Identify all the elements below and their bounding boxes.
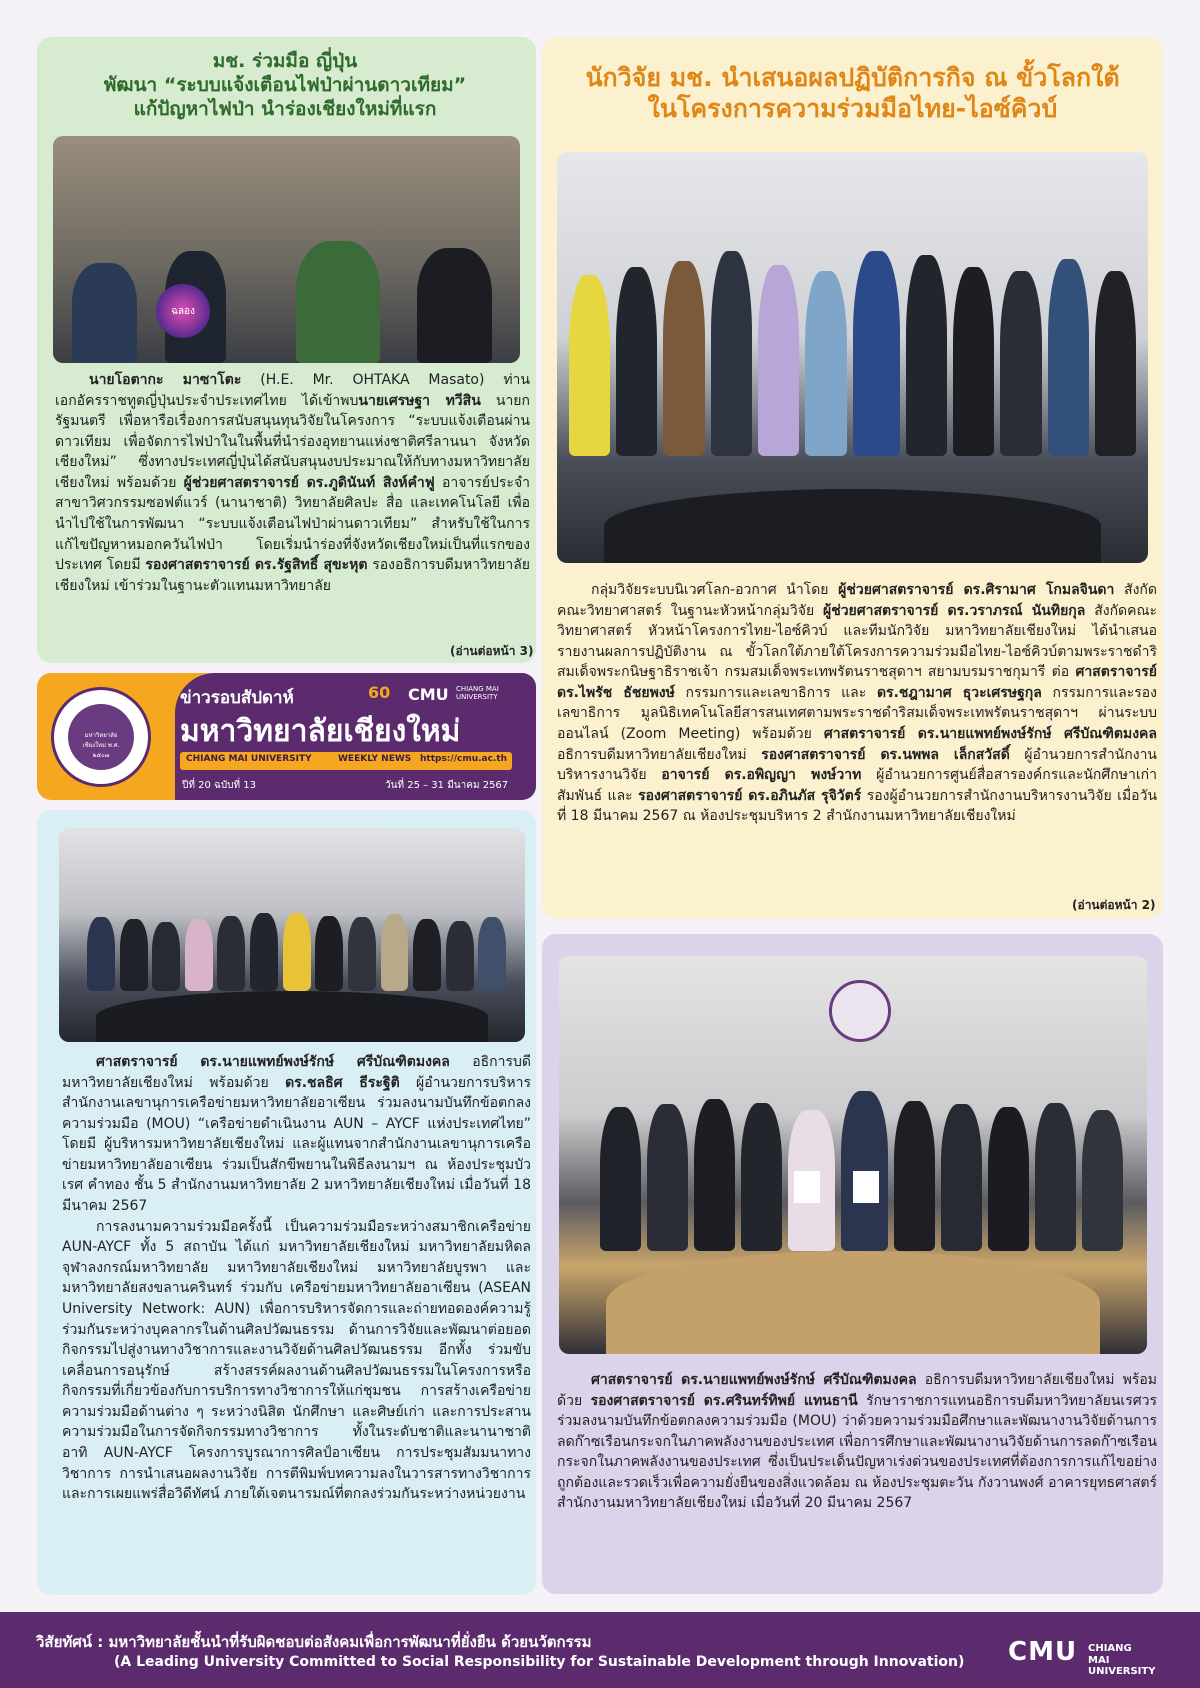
university-seal-icon (829, 980, 891, 1042)
bar-weekly-news: WEEKLY NEWS (338, 754, 412, 764)
article-3-paragraph: การลงนามความร่วมมือครั้งนี้ เป็นความร่วมมือระหว่างสมาชิกเครือข่าย AUN-AYCF ทั้ง 5 สถาบัน ได้แก่ มหาวิทยาลัยเชียงใหม่ มหาวิทยาลัยมหิดล จุฬาลงกรณ์มหาวิทยาลัย มหาวิทยาลัยเชียงใหม่ มหาวิทยาลัยบูรพา และมหาวิทยาลัยสงขลานครินทร์ ร่วมกับ เครือข่ายมหาวิทยาลัยอาเซียน (ASEAN University Network: AUN) เพื่อการบริหารจัดการและถ่ายทอดองค์ความรู้ร่วมกันระหว่างบุคลากรในด้านศิลปวัฒนธรรม ด้านการวิจัยและพัฒนาต่อยอดกิจกรรมไปสู่งานทางวิชาการและงานวิจัยด้านศิลปวัฒนธรรม อีกทั้ง ร่วมขับเคลื่อนการอนุรักษ์ สร้างสรรค์ผลงานด้านศิลปวัฒนธรรมในโครงการหรือกิจกรรมที่เกี่ยวข้องกับการบริการทางวิชาการให้แก่ชุมชน การสร้างเครือข่ายความร่วมมือด้านต่าง ๆ ระหว่างนิสิต นักศึกษา และศิษย์เก่า และการประสานความร่วมมือในการจัดกิจกรรมทางวิชาการ ทั้งในระดับชาติและนานาชาติ อาทิ AUN-AYCF โครงการบูรณาการศิลป์อาเซียน การประชุมสัมมนาทางวิชาการ การนำเสนอผลงานวิจัย การตีพิมพ์บทความลงในวารสารทางวิชาการ และการเผยแพร่สื่อวิดีทัศน์ ภายใต้เจตนารมณ์ที่ตกลงร่วมกันระหว่างหน่วยงาน (62, 1218, 531, 1503)
footer-vision-en: (A Leading University Committed to Social Responsibility for Sustainable Development through Innovation) (114, 1654, 965, 1670)
logo-subtext: CHIANG MAI UNIVERSITY (456, 685, 499, 701)
headline-line: มช. ร่วมมือ ญี่ปุ่น (212, 50, 358, 72)
article-1-headline (50, 50, 520, 121)
article-1-body: นายโอตากะ มาซาโตะ (H.E. Mr. OHTAKA Masato) ท่านเอกอัครราชทูตญี่ปุ่นประจำประเทศไทย ได้เข้าพบนายเศรษฐา ทวีสิน นายกรัฐมนตรี เพื่อหารือเรื่องการสนับสนุนทุนวิจัยในโครงการ “ระบบแจ้งเตือนผ่านดาวเทียม เพื่อจัดการไฟป่าในในพื้นที่นำร่องอุทยานแห่งชาติศรีลานนา จังหวัดเชียงใหม่” ซึ่งทางประเทศญี่ปุ่นได้สนับสนุนงบประมาณให้กับทางมหาวิทยาลัยเชียงใหม่ พร้อมด้วย ผู้ช่วยศาสตราจารย์ ดร.ภูดินันท์ สิงห์คำฟู อาจารย์ประจำสาขาวิศวกรรมซอฟต์แวร์ (นานาชาติ) วิทยาลัยศิลปะ สื่อ และเทคโนโลยี เพื่อนำไปใช้ในการพัฒนา “ระบบแจ้งเตือนไฟป่าผ่านดาวเทียม” สำหรับใช้ในการแก้ไขปัญหาหมอกควันไฟป่า โดยเริ่มนำร่องที่จังหวัดเชียงใหม่เป็นที่แรกของประเทศ โดยมี รองศาสตราจารย์ ดร.รัฐสิทธิ์ สุขะหุต รองอธิการบดีมหาวิทยาลัยเชียงใหม่ เข้าร่วมในฐานะตัวแทนมหาวิทยาลัย (55, 372, 531, 594)
read-more-link[interactable]: (อ่านต่อหน้า 2) (1072, 898, 1156, 912)
bar-university: CHIANG MAI UNIVERSITY (186, 754, 312, 764)
seal-text: มหาวิทยาลัยเชียงใหม่ พ.ศ. ๒๕๐๗ (82, 732, 120, 759)
logo-60: 60 (368, 683, 391, 702)
cmu-logo-text: CMU (1008, 1637, 1078, 1667)
article-1-photo (53, 136, 520, 363)
laptop-logo-icon: ฉลอง (156, 284, 210, 338)
masthead-title: มหาวิทยาลัยเชียงใหม่ (180, 714, 461, 749)
cmu-logo-subtext: CHIANG MAI UNIVERSITY (1088, 1643, 1156, 1677)
headline-line: พัฒนา “ระบบแจ้งเตือนไฟป่าผ่านดาวเทียม” (103, 73, 467, 96)
masthead-info-bar (180, 752, 512, 770)
article-2-photo (557, 152, 1148, 563)
headline-line: แก้ปัญหาไฟป่า นำร่องเชียงใหม่ที่แรก (133, 97, 437, 120)
cmu-60-logo (368, 683, 516, 709)
article-3-body (62, 1052, 531, 1505)
bar-url-link[interactable]: https://cmu.ac.th (420, 754, 508, 764)
masthead-subtitle: ข่าวรอบสัปดาห์ (180, 688, 294, 708)
headline-line: ในโครงการความร่วมมือไทย-ไอซ์คิวบ์ (647, 94, 1058, 124)
article-4-body: ศาสตราจารย์ ดร.นายแพทย์พงษ์รักษ์ ศรีบัณฑิตมงคล อธิการบดีมหาวิทยาลัยเชียงใหม่ พร้อมด้วย รองศาสตราจารย์ ดร.ศรินทร์ทิพย์ แทนธานี รักษาราชการแทนอธิการบดีมหาวิทยาลัยนเรศวร ร่วมลงนามบันทึกข้อตกลงความร่วมมือ (MOU) ว่าด้วยความร่วมมือศึกษาและพัฒนางานวิจัยด้านการลดก๊าซเรือนกระจกในภาคพลังงานของประเทศ เพื่อการศึกษาและพัฒนางานวิจัยด้านการลดก๊าซเรือนกระจกในภาคพลังงานของประเทศ ซึ่งเป็นประเด็นปัญหาเร่งด่วนของประเทศที่ต้องการการแก้ไขอย่างถูกต้องและรวดเร็วเพื่อความยั่งยืนของสิ่งแวดล้อม ณ ห้องประชุมตะวัน กังวานพงศ์ อาคารยุทธศาสตร์ สำนักงานมหาวิทยาลัยเชียงใหม่ เมื่อวันที่ 20 มีนาคม 2567 (557, 1372, 1157, 1512)
logo-cmu: CMU (408, 685, 449, 704)
read-more-link[interactable]: (อ่านต่อหน้า 3) (450, 644, 534, 658)
article-3-photo (59, 828, 525, 1042)
article-2-body: กลุ่มวิจัยระบบนิเวศโลก-อวกาศ นำโดย ผู้ช่วยศาสตราจารย์ ดร.ศิรามาศ โกมลจินดา สังกัดคณะวิทยาศาสตร์ ในฐานะหัวหน้ากลุ่มวิจัย ผู้ช่วยศาสตราจารย์ ดร.วราภรณ์ นันทิยกุล สังกัดคณะวิทยาศาสตร์ หัวหน้าโครงการไทย-ไอซ์คิวบ์ และทีมนักวิจัย มหาวิทยาลัยเชียงใหม่ ได้นำเสนอรายงานผลการปฏิบัติงาน ณ ขั้วโลกใต้ภายใต้โครงการความร่วมมือไทย-ไอซ์คิวบ์ตามพระราชดำริสมเด็จพระกนิษฐาธิราชเจ้า กรมสมเด็จพระเทพรัตนราชสุดาฯ สยามบรมราชกุมารี ต่อ ศาสตราจารย์ ดร.ไพรัช ธัชยพงษ์ กรรมการและเลขาธิการ และ ดร.ชฎามาศ ธุวะเศรษฐกุล กรรมการและรองเลขาธิการ มูลนิธิเทคโนโลยีสารสนเทศตามพระราชดำริสมเด็จพระเทพรัตนราชสุดาฯ ผ่านระบบออนไลน์ (Zoom Meeting) พร้อมด้วย ศาสตราจารย์ ดร.นายแพทย์พงษ์รักษ์ ศรีบัณฑิตมงคล อธิการบดีมหาวิทยาลัยเชียงใหม่ รองศาสตราจารย์ ดร.นพพล เล็กสวัสดิ์ ผู้อำนวยการสำนักงานบริหารงานวิจัย อาจารย์ ดร.อพิญญา พงษ์วาท ผู้อำนวยการศูนย์สื่อสารองค์กรและนักศึกษาเก่าสัมพันธ์ และ รองศาสตราจารย์ ดร.อภินภัส รุจิวัตร์ รองผู้อำนวยการสำนักงานบริหารงานวิจัย เมื่อวันที่ 18 มีนาคม 2567 ณ ห้องประชุมบริหาร 2 สำนักงานมหาวิทยาลัยเชียงใหม่ (557, 582, 1158, 825)
headline-line: นักวิจัย มช. นำเสนอผลปฏิบัติการกิจ ณ ขั้วโลกใต้ (585, 63, 1120, 92)
article-2-headline (555, 62, 1150, 125)
issue-date: วันที่ 25 – 31 มีนาคม 2567 (385, 780, 509, 791)
article-4-photo (559, 956, 1147, 1354)
university-seal-icon (51, 687, 151, 787)
article-3-paragraph: ศาสตราจารย์ ดร.นายแพทย์พงษ์รักษ์ ศรีบัณฑิตมงคล อธิการบดีมหาวิทยาลัยเชียงใหม่ พร้อมด้วย ดร.ชลธิศ ธีระฐิติ ผู้อำนวยการบริหารสำนักงานเลขานุการเครือข่ายมหาวิทยาลัยอาเซียน ร่วมลงนามบันทึกข้อตกลงความร่วมมือ (MOU) “เครือข่ายดำเนินงาน AUN – AYCF แห่งประเทศไทย” โดยมี ผู้บริหารมหาวิทยาลัยเชียงใหม่ และผู้แทนจากสำนักงานเลขานุการเครือข่ายมหาวิทยาลัยอาเซียน ร่วมเป็นสักขีพยานในพิธีลงนามฯ ณ ห้องประชุมบัวเรศ คำทอง ชั้น 5 สำนักงานมหาวิทยาลัย 2 มหาวิทยาลัยเชียงใหม่ เมื่อวันที่ 18 มีนาคม 2567 (62, 1054, 531, 1215)
issue-number: ปีที่ 20 ฉบับที่ 13 (182, 780, 257, 791)
footer-vision: วิสัยทัศน์ : มหาวิทยาลัยชั้นนำที่รับผิดชอบต่อสังคมเพื่อการพัฒนาที่ยั่งยืน ด้วยนวัตกรรม (36, 1633, 592, 1651)
